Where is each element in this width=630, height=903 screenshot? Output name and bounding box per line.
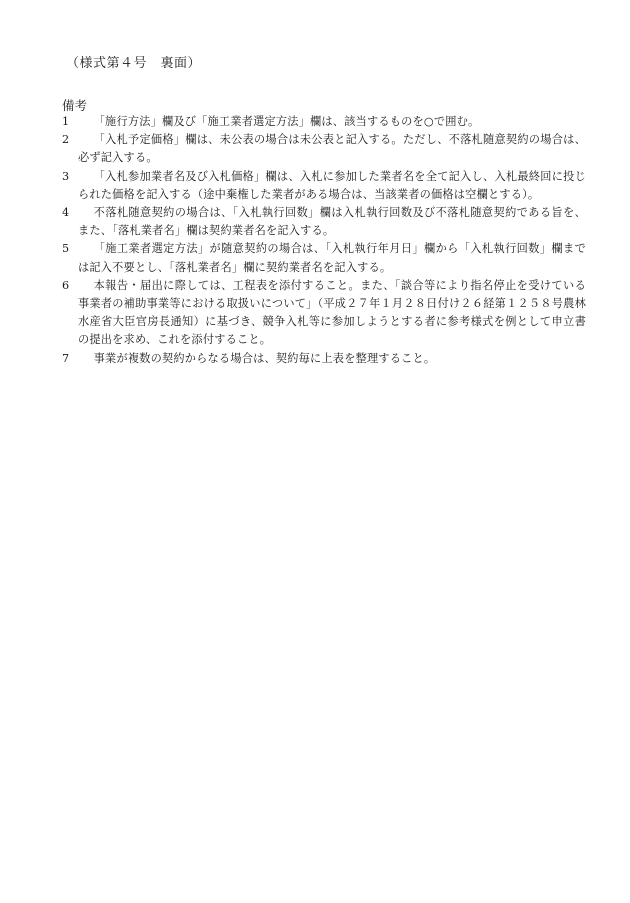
- note-item: [62, 131, 586, 167]
- note-text: 「施行方法」欄及び「施工業者選定方法」欄は、該当するものを○で囲む。: [93, 115, 480, 128]
- notes-list: [62, 113, 586, 368]
- note-number: 4: [62, 206, 70, 220]
- note-item: [62, 204, 586, 240]
- note-text: 不落札随意契約の場合は、「入札執行回数」欄は入札執行回数及び不落札随意契約である旨を、また、「落札業者名」欄は契約業者名を記入する。: [78, 206, 586, 238]
- note-item: [62, 113, 586, 131]
- note-text: 「施工業者選定方法」が随意契約の場合は、「入札執行年月日」欄から「入札執行回数」欄までは記入不要とし、「落札業者名」欄に契約業者名を記入する。: [78, 242, 586, 274]
- note-text: 本報告・届出に際しては、工程表を添付すること。また、「談合等により指名停止を受けている事業者の補助事業等における取扱いについて」（平成２７年１月２８日付け２６経第１２５８号農林水産省大臣官房長通知）に基づき、競争入札等に参加しようとする者に参考様式を例として申立書の提出を求め、これを添付すること。: [78, 278, 586, 347]
- note-text: 「入札予定価格」欄は、未公表の場合は未公表と記入する。ただし、不落札随意契約の場合は、必ず記入する。: [78, 133, 586, 165]
- note-number: 7: [62, 351, 70, 365]
- note-number: 1: [62, 115, 70, 128]
- note-text: 「入札参加業者名及び入札価格」欄は、入札に参加した業者名を全て記入し、入札最終回に投じられた価格を記入する（途中棄権した業者がある場合は、当該業者の価格は空欄とする）。: [78, 169, 586, 201]
- note-item: [62, 277, 586, 350]
- note-number: 2: [62, 133, 70, 147]
- notes-title: 備考: [62, 98, 88, 113]
- form-label: （様式第４号 裏面）: [66, 56, 202, 71]
- note-item: [62, 240, 586, 276]
- note-number: 5: [62, 242, 70, 256]
- note-item: [62, 168, 586, 204]
- note-number: 3: [62, 169, 70, 183]
- note-item: [62, 350, 586, 368]
- note-number: 6: [62, 278, 70, 292]
- note-text: 事業が複数の契約からなる場合は、契約毎に上表を整理すること。: [93, 351, 436, 365]
